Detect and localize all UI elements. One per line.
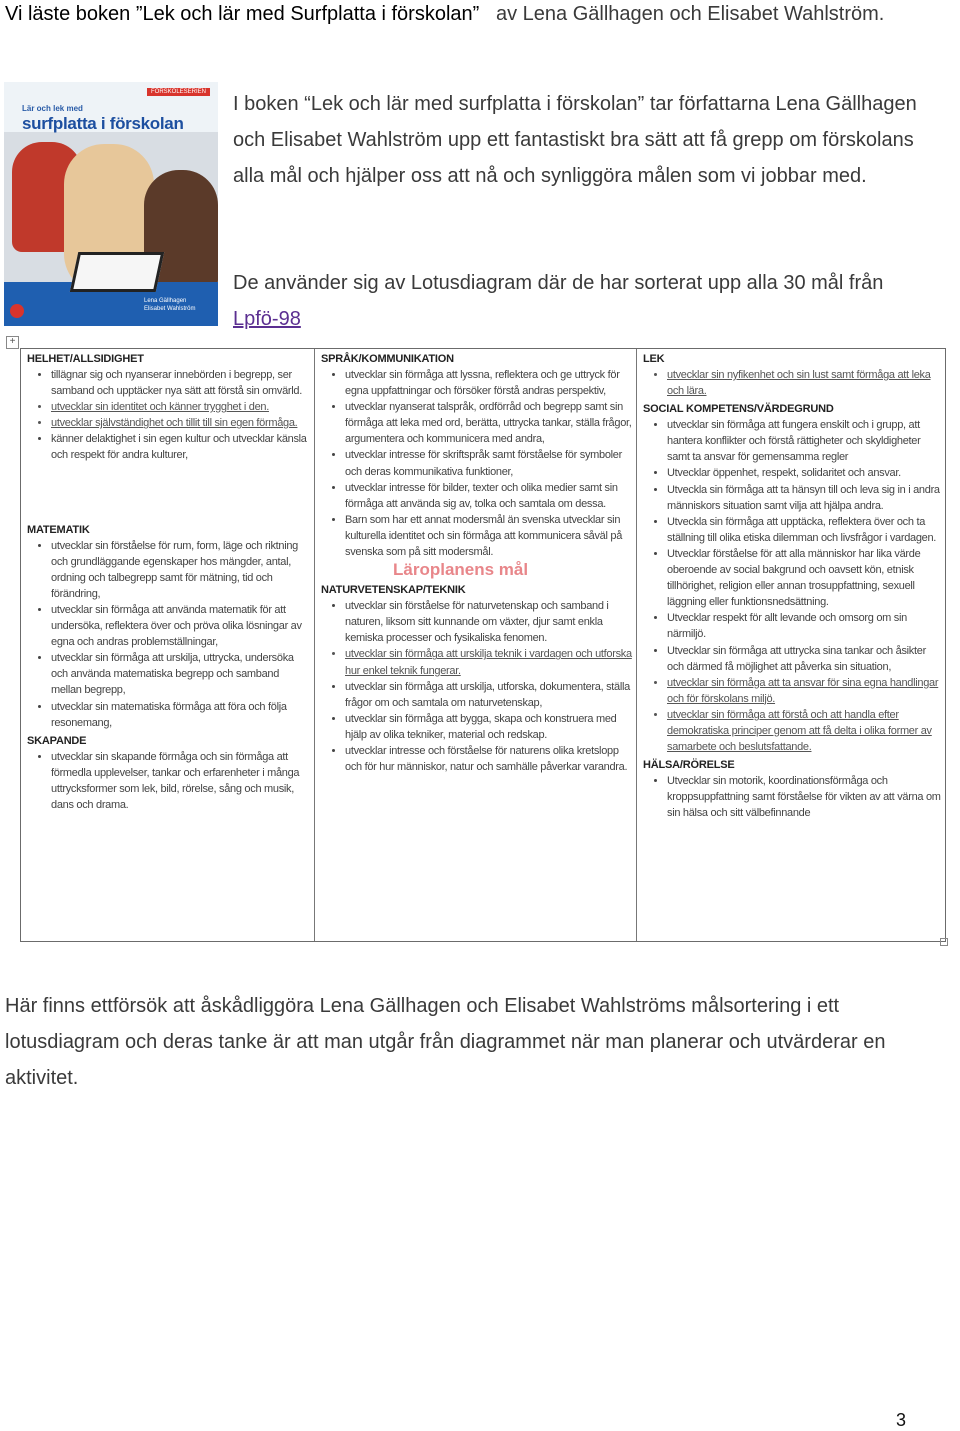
intro-part1: Vi läste boken ”Lek och lär med Surfplatta i förskolan”	[5, 3, 480, 25]
publisher-logo	[10, 304, 24, 318]
list-social-kompetens	[637, 417, 946, 755]
list-item: • utvecklar sin förmåga att bygga, skapa och konstruera med hjälp av olika tekniker, material och redskap.	[345, 711, 633, 743]
list-item: • utvecklar sin förståelse för rum, form, läge och riktning och grundläggande egenskaper hos mängder, antal, ordning och talbegrepp samt för mätning, tid och förändring,	[51, 538, 309, 602]
page-number: 3	[896, 1410, 907, 1430]
intro-text	[5, 0, 945, 29]
list-skapande	[21, 749, 313, 813]
list-item: • utvecklar nyanserat talspråk, ordförråd och begrepp samt sin förmåga att leka med ord, berätta, uttrycka tankar, ställa frågor, argumentera och kommunicera med andra,	[345, 399, 633, 447]
table-move-handle-icon[interactable]: +	[6, 336, 19, 349]
table-resize-handle[interactable]	[940, 938, 948, 946]
heading-helhet: HELHET/ALLSIDIGHET	[27, 353, 144, 365]
intro-part2: av Lena Gällhagen och Elisabet Wahlström.	[496, 3, 885, 25]
list-item: • Utvecklar sin förmåga att uttrycka sina tankar och åsikter och därmed få möjlighet att påverka sin situation,	[667, 643, 942, 675]
cover-author-2: Elisabet Wahlström	[144, 306, 196, 312]
diagram-center-title: Läroplanens mål	[393, 560, 529, 580]
list-item: • utvecklar sin förmåga att använda matematik för att undersöka, reflektera över och pröva olika lösningar av egna och andras problemställningar,	[51, 602, 309, 650]
heading-matematik: MATEMATIK	[27, 523, 90, 536]
heading-naturvetenskap: NATURVETENSKAP/TEKNIK	[321, 584, 466, 597]
list-item: • utvecklar intresse för bilder, texter och olika medier samt sin förmåga att använda sig av, tolka och samtala om dessa.	[345, 480, 633, 512]
cover-series-tag: FÖRSKOLESERIEN	[147, 88, 210, 96]
list-item: • utvecklar självständighet och tillit till sin egen förmåga.	[51, 415, 309, 431]
paragraph-2-text: De använder sig av Lotusdiagram där de har sorterat upp alla 30 mål från	[233, 272, 884, 294]
cover-authors	[144, 297, 195, 313]
list-helhet	[21, 367, 313, 464]
heading-social-kompetens: SOCIAL KOMPETENS/VÄRDEGRUND	[643, 403, 834, 416]
list-item: • Barn som har ett annat modersmål än svenska utvecklar sin kulturella identitet och sin förmåga att kommunicera såväl på svenska som på sitt modersmål.	[345, 512, 633, 560]
cover-big-title: surfplatta i förskolan	[22, 114, 184, 133]
list-item: • utvecklar sin förmåga att urskilja, uttrycka, undersöka och använda matematiska begrepp och samband mellan begrepp,	[51, 650, 309, 698]
paragraph-2	[233, 265, 933, 337]
heading-sprak: SPRÅK/KOMMUNIKATION	[321, 353, 454, 365]
list-item: • Utvecklar förståelse för att alla människor har lika värde oberoende av social bakgrund och oavsett kön, etnisk tillhörighet, religion eller annan trosuppfattning, sexuell läggning eller funktionsnedsättning.	[667, 546, 942, 610]
heading-skapande: SKAPANDE	[27, 734, 87, 747]
book-cover-image	[4, 82, 218, 326]
diagram-column-2	[314, 349, 637, 941]
list-item: • utvecklar sin förmåga att fungera enskilt och i grupp, att hantera konflikter och förstå rättigheter och skyldigheter samt ta ansvar för gemensamma regler	[667, 417, 942, 465]
list-lek	[637, 367, 946, 399]
list-item: • utvecklar sin förmåga att urskilja teknik i vardagen och utforska hur enkel teknik fungerar.	[345, 646, 633, 678]
list-item: • utvecklar sin förmåga att ta ansvar för sina egna handlingar och för förskolans miljö.	[667, 675, 942, 707]
list-matematik	[21, 538, 313, 731]
list-item: • Utvecklar sin motorik, koordinationsförmåga och kroppsuppfattning samt förståelse för vikten av att värna om sin hälsa och sitt välbefinnande	[667, 773, 942, 821]
list-item: • utvecklar intresse och förståelse för naturens olika kretslopp och för hur människor, natur och samhälle påverkar varandra.	[345, 743, 633, 775]
cover-small-title: Lär och lek med	[22, 104, 83, 113]
list-item: • utvecklar sin matematiska förmåga att föra och följa resonemang,	[51, 699, 309, 731]
list-item: • Utvecklar öppenhet, respekt, solidaritet och ansvar.	[667, 465, 942, 481]
list-item: • utvecklar sin förmåga att urskilja, utforska, dokumentera, ställa frågor om och samtala om naturvetenskap,	[345, 679, 633, 711]
diagram-column-1	[21, 349, 313, 941]
paragraph-1: I boken “Lek och lär med surfplatta i förskolan” tar författarna Lena Gällhagen och Elisabet Wahlström upp ett fantastiskt bra sätt att få grepp om förskolans alla mål och hjälper oss att nå och synliggöra målen som vi jobbar med.	[233, 93, 917, 187]
list-halsa	[637, 773, 946, 821]
list-item: • utvecklar sin identitet och känner trygghet i den.	[51, 399, 309, 415]
spacer	[21, 464, 313, 520]
list-naturvetenskap	[315, 598, 637, 775]
heading-halsa: HÄLSA/RÖRELSE	[643, 759, 735, 772]
list-item: • utvecklar sin förmåga att lyssna, reflektera och ge uttryck för egna uppfattningar och försöker förstå andras perspektiv,	[345, 367, 633, 399]
cover-author-1: Lena Gällhagen	[144, 298, 187, 304]
list-sprak	[315, 367, 637, 560]
list-item: • utvecklar sin skapande förmåga och sin förmåga att förmedla upplevelser, tankar och erfarenheter i många uttrycksformer som lek, bild, rörelse, sång och musik, dans och drama.	[51, 749, 309, 813]
list-item: • utvecklar intresse för skriftspråk samt förståelse för symboler och deras kommunikativa funktioner,	[345, 447, 633, 479]
list-item: • utvecklar sin nyfikenhet och sin lust samt förmåga att leka och lära.	[667, 367, 942, 399]
list-item: • Utveckla sin förmåga att upptäcka, reflektera över och ta ställning till olika etiska dilemman och livsfrågor i vardagen.	[667, 514, 942, 546]
list-item: • tillägnar sig och nyanserar innebörden i begrepp, ser samband och upptäcker nya sätt att förstå sin omvärld.	[51, 367, 309, 399]
list-item: • utvecklar sin förmåga att förstå och att handla efter demokratiska principer genom att få delta i olika former av samarbete och beslutsfattande.	[667, 707, 942, 755]
diagram-column-3	[636, 349, 946, 941]
paragraph-3: Här finns ettförsök att åskådliggöra Lena Gällhagen och Elisabet Wahlströms målsortering i ett lotusdiagram och deras tanke är att man utgår från diagrammet när man planerar och utvärderar en aktivitet.	[5, 995, 886, 1089]
list-item: • känner delaktighet i sin egen kultur och utvecklar känsla och respekt för andra kulturer,	[51, 431, 309, 463]
list-item: • Utveckla sin förmåga att ta hänsyn till och leva sig in i andra människors situation samt vilja att hjälpa andra.	[667, 482, 942, 514]
list-item: • Utvecklar respekt för allt levande och omsorg om sin närmiljö.	[667, 610, 942, 642]
cover-tablet	[70, 252, 165, 292]
list-item: • utvecklar sin förståelse för naturvetenskap och samband i naturen, liksom sitt kunnande om växter, djur samt enkla kemiska processer och fysikaliska fenomen.	[345, 598, 633, 646]
lpfo-link[interactable]: Lpfö-98	[233, 308, 301, 330]
lotus-diagram-table	[20, 348, 946, 942]
heading-lek: LEK	[643, 353, 665, 365]
